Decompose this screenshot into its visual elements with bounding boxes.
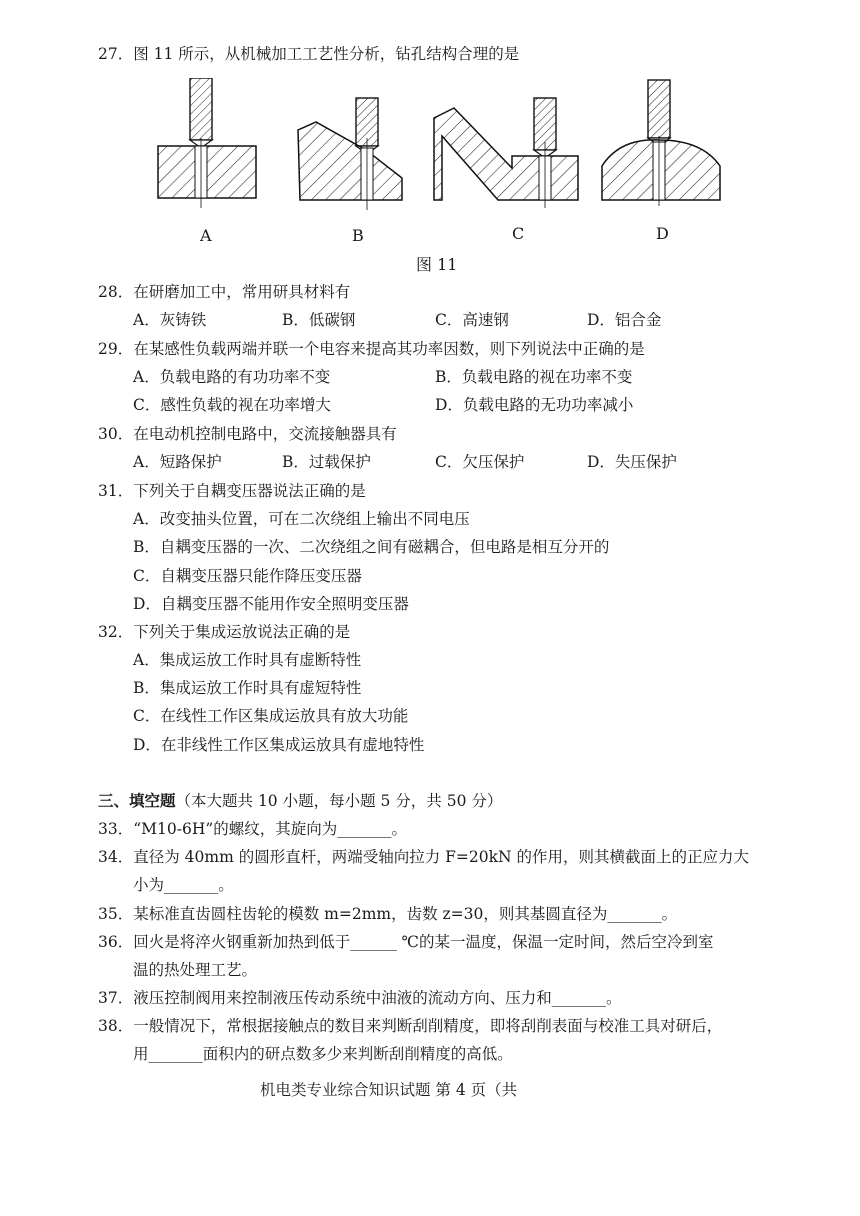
section-3-heading — [98, 791, 502, 811]
q32-stem: 32．下列关于集成运放说法正确的是 — [98, 623, 351, 641]
figure-c-boss-surface — [434, 98, 578, 208]
q28-stem: 28．在研磨加工中，常用研具材料有 — [98, 283, 351, 301]
q30-option-c: C．欠压保护 — [435, 453, 525, 471]
q34-line-1: 34．直径为 40mm 的圆形直杆，两端受轴向拉力 F=20kN 的作用，则其横截面上的正应力大 — [98, 848, 749, 866]
q31-option-b: B．自耦变压器的一次、二次绕组之间有磁耦合，但电路是相互分开的 — [133, 538, 610, 556]
q36-line-2: 温的热处理工艺。 — [133, 961, 258, 979]
q31-option-d: D．自耦变压器不能用作安全照明变压器 — [133, 595, 409, 613]
q31-stem: 31．下列关于自耦变压器说法正确的是 — [98, 482, 366, 500]
q37-line: 37．液压控制阀用来控制液压传动系统中油液的流动方向、压力和_______。 — [98, 989, 622, 1007]
q36-line-1: 36．回火是将淬火钢重新加热到低于______ ℃的某一温度，保温一定时间，然后空冷到室 — [98, 933, 714, 951]
section-3-title: 三、填空题 — [98, 791, 176, 810]
q32-option-c: C．在线性工作区集成运放具有放大功能 — [133, 707, 409, 725]
q29-stem: 29．在某感性负载两端并联一个电容来提高其功率因数，则下列说法中正确的是 — [98, 340, 645, 358]
page-footer: 机电类专业综合知识试题 第 4 页（共 — [260, 1081, 518, 1099]
figure-a-flat-surface — [158, 78, 256, 208]
q30-option-a: A．短路保护 — [133, 453, 222, 471]
figure-label-d: D — [656, 224, 669, 243]
section-3-note: （本大题共 10 小题，每小题 5 分，共 50 分） — [175, 792, 503, 810]
q28-option-b: B．低碳钢 — [282, 311, 356, 329]
figure-label-c: C — [512, 224, 525, 243]
figure-label-b: B — [352, 226, 364, 245]
q29-option-a: A．负载电路的有功功率不变 — [133, 368, 331, 386]
q35-line: 35．某标准直齿圆柱齿轮的模数 m=2mm，齿数 z=30，则其基圆直径为_______。 — [98, 905, 678, 923]
q32-option-b: B．集成运放工作时具有虚短特性 — [133, 679, 362, 697]
figure-caption: 图 11 — [416, 255, 458, 274]
figure-label-a: A — [200, 226, 212, 245]
q30-stem: 30．在电动机控制电路中，交流接触器具有 — [98, 425, 397, 443]
q33-line: 33．“M10-6H”的螺纹，其旋向为_______。 — [98, 820, 408, 838]
q34-line-2: 小为_______。 — [133, 876, 234, 894]
q38-line-2: 用_______面积内的研点数多少来判断刮削精度的高低。 — [133, 1045, 513, 1063]
q29-option-d: D．负载电路的无功功率减小 — [435, 396, 634, 414]
q28-option-c: C．高速钢 — [435, 311, 509, 329]
figure-b-inclined-surface — [298, 98, 402, 210]
q29-option-b: B．负载电路的视在功率不变 — [435, 368, 633, 386]
q32-option-d: D．在非线性工作区集成运放具有虚地特性 — [133, 736, 425, 754]
figure-11-drilling-diagrams — [150, 78, 730, 218]
q28-option-d: D．铝合金 — [587, 311, 662, 329]
q29-option-c: C．感性负载的视在功率增大 — [133, 396, 331, 414]
q32-option-a: A．集成运放工作时具有虚断特性 — [133, 651, 362, 669]
figure-d-curved-surface — [602, 80, 720, 206]
q30-option-b: B．过载保护 — [282, 453, 371, 471]
q27-stem: 27．图 11 所示，从机械加工工艺性分析，钻孔结构合理的是 — [98, 45, 520, 63]
q31-option-c: C．自耦变压器只能作降压变压器 — [133, 567, 362, 585]
q38-line-1: 38．一般情况下，常根据接触点的数目来判断刮削精度，即将刮削表面与校准工具对研后， — [98, 1017, 723, 1035]
q31-option-a: A．改变抽头位置，可在二次绕组上输出不同电压 — [133, 510, 470, 528]
q28-option-a: A．灰铸铁 — [133, 311, 207, 329]
q30-option-d: D．失压保护 — [587, 453, 677, 471]
